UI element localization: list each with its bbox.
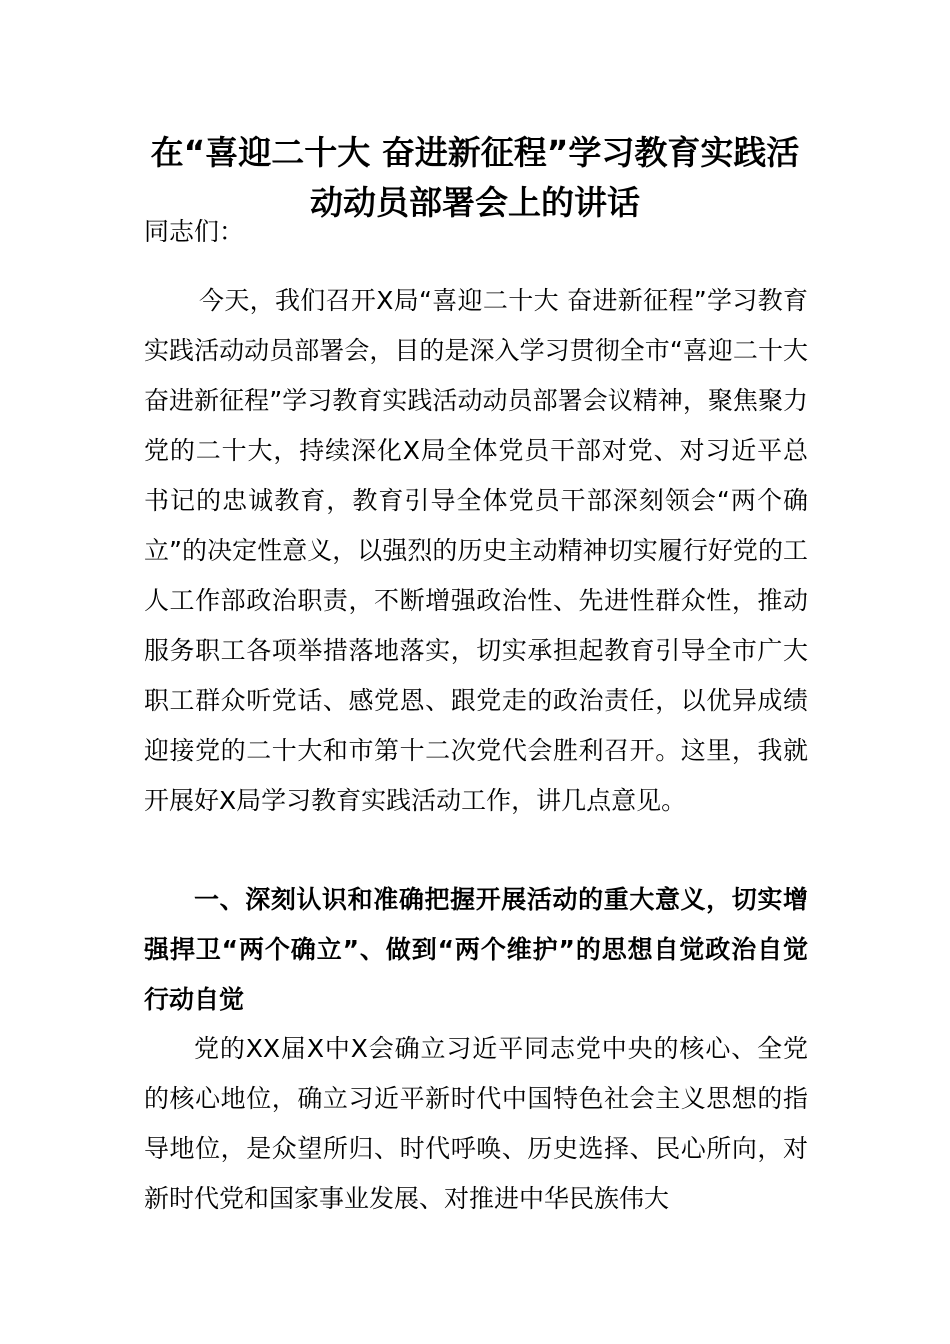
document-title: 在“喜迎二十大 奋进新征程”学习教育实践活动动员部署会上的讲话 <box>150 133 800 222</box>
paragraph-intro: 今天，我们召开X局“喜迎二十大 奋进新征程”学习教育实践活动动员部署会，目的是深入学习贯彻全市“喜迎二十大 奋进新征程”学习教育实践活动动员部署会议精神，聚焦聚力党的二十大，持续深化X局全体党员干部对党、对习近平总书记的忠诚教育，教育引导全体党员干部深刻领会“两个确立”的决定性意义，以强烈的历史主动精神切实履行好党的工人工作部政治职责，不断增强政治性、先进性群众性，推动服务职工各项举措落地落实，切实承担起教育引导全市广大职工群众听党话、感党恩、跟党走的政治责任，以优异成绩迎接党的二十大和市第十二次党代会胜利召开。这里，我就开展好X局学习教育实践活动工作，讲几点意见。 <box>144 286 808 815</box>
section-heading-1: 一、深刻认识和准确把握开展活动的重大意义，切实增强捍卫“两个确立”、做到“两个维护”的思想自觉政治自觉行动自觉 <box>144 885 808 1014</box>
salutation: 同志们： <box>144 217 245 246</box>
paragraph-section-1: 党的XX届X中X会确立习近平同志党中央的核心、全党的核心地位，确立习近平新时代中国特色社会主义思想的指导地位，是众望所归、时代呼唤、历史选择、民心所向，对新时代党和国家事业发展、对推进中华民族伟大 <box>144 1034 808 1213</box>
